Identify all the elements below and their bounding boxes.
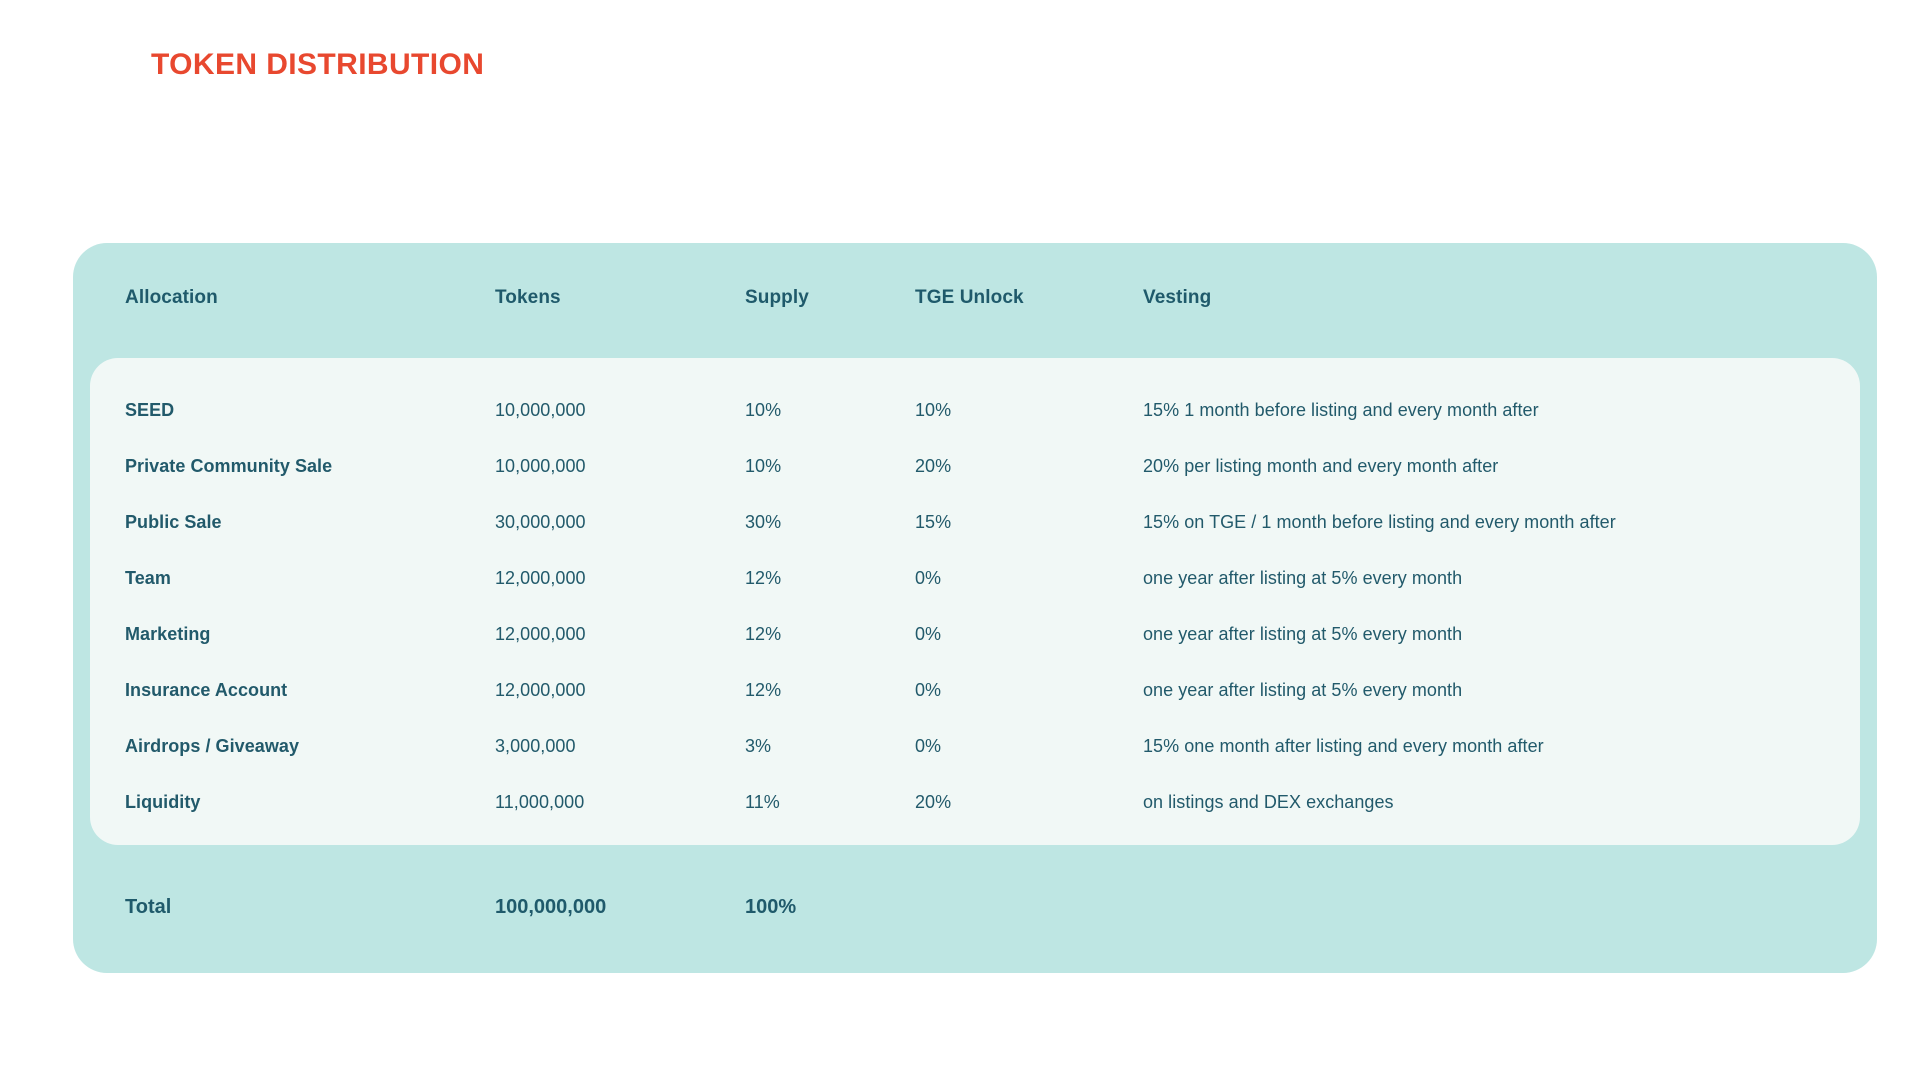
cell-tge-unlock: 20%	[915, 456, 952, 476]
token-distribution-card	[73, 243, 1877, 973]
cell-allocation: Airdrops / Giveaway	[125, 736, 300, 756]
cell-allocation: Team	[125, 568, 171, 588]
cell-supply: 12%	[745, 568, 782, 588]
cell-allocation: Public Sale	[125, 512, 222, 532]
column-header-allocation: Allocation	[125, 287, 218, 308]
cell-allocation: Insurance Account	[125, 680, 288, 700]
column-header-vesting: Vesting	[1143, 287, 1212, 308]
total-label: Total	[125, 896, 172, 918]
table-row	[90, 496, 1860, 552]
cell-tokens: 12,000,000	[495, 680, 586, 700]
cell-supply: 10%	[745, 456, 782, 476]
cell-supply: 10%	[745, 400, 782, 420]
cell-allocation: Private Community Sale	[125, 456, 333, 476]
cell-vesting: 15% on TGE / 1 month before listing and every month after	[1143, 512, 1616, 532]
total-tokens: 100,000,000	[495, 896, 607, 918]
cell-vesting: 15% 1 month before listing and every month after	[1143, 400, 1539, 420]
cell-tokens: 10,000,000	[495, 456, 586, 476]
cell-supply: 12%	[745, 680, 782, 700]
cell-supply: 11%	[745, 792, 780, 812]
cell-supply: 30%	[745, 512, 782, 532]
cell-vesting: 15% one month after listing and every month after	[1143, 736, 1544, 756]
cell-vesting: one year after listing at 5% every month	[1143, 568, 1463, 588]
cell-vesting: one year after listing at 5% every month	[1143, 680, 1463, 700]
cell-supply: 12%	[745, 624, 782, 644]
cell-tge-unlock: 15%	[915, 512, 952, 532]
table-body-panel	[90, 358, 1860, 845]
cell-tge-unlock: 10%	[915, 400, 952, 420]
cell-tge-unlock: 0%	[915, 568, 942, 588]
cell-tge-unlock: 20%	[915, 792, 952, 812]
column-header-tge-unlock: TGE Unlock	[915, 287, 1024, 308]
cell-allocation: Liquidity	[125, 792, 201, 812]
cell-tge-unlock: 0%	[915, 624, 942, 644]
cell-allocation: SEED	[125, 400, 175, 420]
total-supply: 100%	[745, 896, 797, 918]
column-header-tokens: Tokens	[495, 287, 561, 308]
cell-vesting: on listings and DEX exchanges	[1143, 792, 1394, 812]
cell-tge-unlock: 0%	[915, 680, 942, 700]
cell-tokens: 3,000,000	[495, 736, 576, 756]
cell-vesting: one year after listing at 5% every month	[1143, 624, 1463, 644]
table-row	[90, 776, 1860, 832]
table-row	[90, 720, 1860, 776]
table-total-row	[73, 880, 1877, 936]
cell-allocation: Marketing	[125, 624, 211, 644]
cell-tokens: 12,000,000	[495, 624, 586, 644]
cell-tge-unlock: 0%	[915, 736, 942, 756]
page-title: TOKEN DISTRIBUTION	[151, 48, 485, 81]
cell-vesting: 20% per listing month and every month after	[1143, 456, 1499, 476]
cell-tokens: 12,000,000	[495, 568, 586, 588]
cell-supply: 3%	[745, 736, 772, 756]
table-header-row	[73, 243, 1877, 358]
cell-tokens: 10,000,000	[495, 400, 586, 420]
table-row	[90, 440, 1860, 496]
cell-tokens: 11,000,000	[495, 792, 585, 812]
cell-tokens: 30,000,000	[495, 512, 586, 532]
table-row	[90, 552, 1860, 608]
table-row	[90, 384, 1860, 440]
column-header-supply: Supply	[745, 287, 809, 308]
table-row	[90, 608, 1860, 664]
table-row	[90, 664, 1860, 720]
